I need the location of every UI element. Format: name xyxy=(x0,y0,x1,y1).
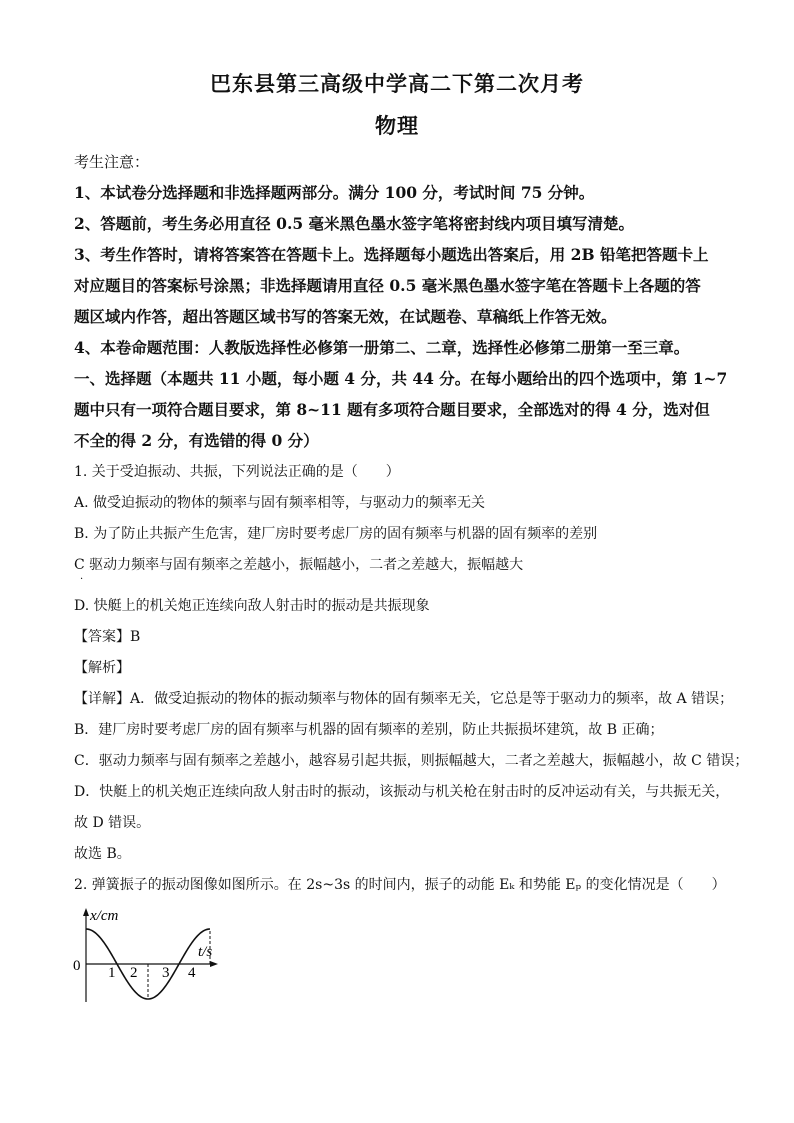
section-heading-cont2: 不全的得 2 分，有选错的得 0 分） xyxy=(74,431,319,450)
q1-answer: 【答案】B xyxy=(74,629,141,645)
subject-title: 物理 xyxy=(375,113,419,138)
x-axis-arrow xyxy=(210,961,218,967)
stray-dot: · xyxy=(80,574,84,585)
notice-item-3: 3、考生作答时，请将答案答在答题卡上。选择题每小题选出答案后，用 2B 铅笔把答题卡上 xyxy=(74,245,709,264)
q1-option-a: A. 做受迫振动的物体的频率与固有频率相等，与驱动力的频率无关 xyxy=(74,495,486,511)
q1-option-d: D. 快艇上的机关炮正连续向敌人射击时的振动是共振现象 xyxy=(74,598,430,614)
tick-label-3: 3 xyxy=(162,965,170,981)
q1-stem: 1. 关于受迫振动、共振，下列说法正确的是（ ） xyxy=(74,464,400,480)
section-heading: 一、选择题（本题共 11 小题，每小题 4 分，共 44 分。在每小题给出的四个选项中，第 1~7 xyxy=(74,369,728,388)
q1-conclusion: 故选 B。 xyxy=(74,846,131,862)
notice-item-4: 4、本卷命题范围：人教版选择性必修第一册第二、二章，选择性必修第二册第一至三章。 xyxy=(74,338,690,357)
exam-title: 巴东县第三高级中学高二下第二次月考 xyxy=(210,71,584,96)
q1-detail-c: C．驱动力频率与固有频率之差越小，越容易引起共振，则振幅越大，二者之差越大，振幅越小，故 C 错误； xyxy=(74,753,749,769)
x-axis-label: t/s xyxy=(198,944,213,960)
q1-analysis-heading: 【解析】 xyxy=(74,660,130,676)
q1-detail-d: D．快艇上的机关炮正连续向敌人射击时的振动，该振动与机关枪在射击时的反冲运动有关，与共振无关， xyxy=(74,784,730,800)
notice-item-3-cont2: 题区域内作答，超出答题区域书写的答案无效，在试题卷、草稿纸上作答无效。 xyxy=(74,307,617,326)
q1-option-c: C 驱动力频率与固有频率之差越小，振幅越小，二者之差越大，振幅越大 xyxy=(74,557,524,573)
notice-item-2: 2、答题前，考生务必用直径 0.5 毫米黑色墨水签字笔将密封线内项目填写清楚。 xyxy=(74,214,635,233)
q1-detail-a: 【详解】A．做受迫振动的物体的振动频率与物体的固有频率无关，它总是等于驱动力的频率，故 A 错误； xyxy=(74,691,734,707)
q2-stem: 2. 弹簧振子的振动图像如图所示。在 2s~3s 的时间内，振子的动能 Eₖ 和势能 Eₚ 的变化情况是（ ） xyxy=(74,877,726,893)
notice-heading: 考生注意： xyxy=(74,153,150,171)
tick-label-4: 4 xyxy=(188,965,196,981)
notice-item-3-cont: 对应题目的答案标号涂黑；非选择题请用直径 0.5 毫米黑色墨水签字笔在答题卡上各题的答 xyxy=(74,276,701,295)
tick-label-2: 2 xyxy=(130,965,138,981)
y-axis-arrow xyxy=(83,908,89,916)
notice-item-1: 1、本试卷分选择题和非选择题两部分。满分 100 分，考试时间 75 分钟。 xyxy=(74,183,595,202)
q1-detail-b: B．建厂房时要考虑厂房的固有频率与机器的固有频率的差别，防止共振损坏建筑，故 B 正确； xyxy=(74,722,664,738)
y-axis-label: x/cm xyxy=(90,908,119,924)
q1-option-b: B. 为了防止共振产生危害，建厂房时要考虑厂房的固有频率与机器的固有频率的差别 xyxy=(74,526,598,542)
origin-label: 0 xyxy=(73,958,81,974)
vibration-graph xyxy=(70,904,230,1004)
section-heading-cont: 题中只有一项符合题目要求，第 8~11 题有多项符合题目要求，全部选对的得 4 分，选对但 xyxy=(74,400,710,419)
tick-label-1: 1 xyxy=(108,965,116,981)
q1-detail-d-cont: 故 D 错误。 xyxy=(74,815,151,831)
